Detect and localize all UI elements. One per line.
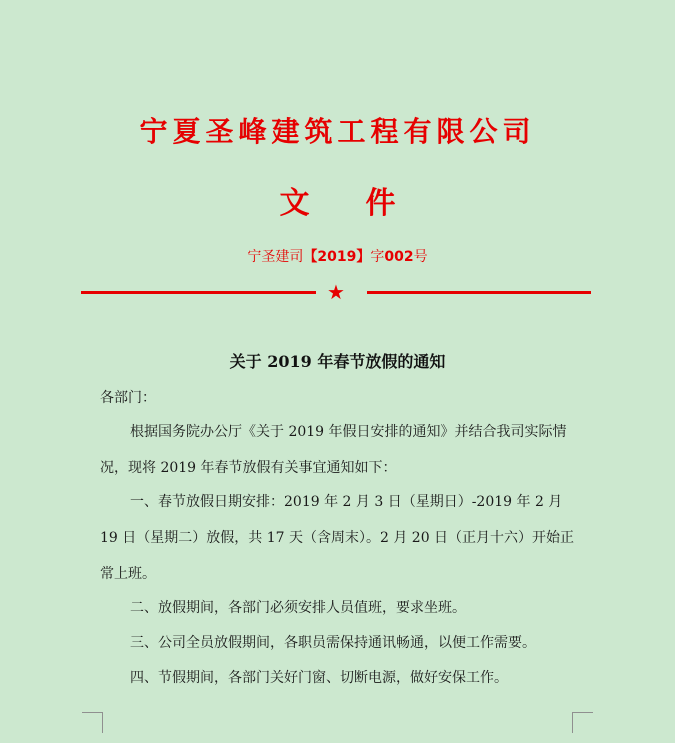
margin-corner-right [572, 712, 593, 733]
document-title-left: 文 [279, 186, 310, 221]
paragraph-item-2: 二、放假期间，各部门必须安排人员值班，要求坐班。 [130, 600, 466, 616]
star-icon: ★ [327, 280, 345, 304]
document-title [0, 184, 675, 224]
company-name: 宁夏圣峰建筑工程有限公司 [139, 115, 536, 148]
document-title-right: 件 [365, 186, 396, 221]
red-divider-right [367, 291, 591, 294]
doc-number-prefix: 宁圣建司 [247, 249, 304, 265]
doc-number-num: 002 [384, 249, 414, 265]
document-number [0, 247, 675, 267]
salutation: 各部门： [100, 390, 156, 406]
doc-number-year: 【2019】 [303, 249, 371, 265]
paragraph-intro: 根据国务院办公厅《关于 2019 年假日安排的通知》并结合我司实际情况，现将 2019 年春节放假有关事宜通知如下： [100, 424, 567, 476]
doc-number-char: 字 [370, 249, 385, 265]
notice-title: 关于 2019 年春节放假的通知 [229, 352, 446, 371]
paragraph-item-3: 三、公司全员放假期间，各职员需保持通讯畅通，以便工作需要。 [130, 635, 536, 651]
paragraph-item-1: 一、春节放假日期安排：2019 年 2 月 3 日（星期日）-2019 年 2 月 19 日（星期二）放假，共 17 天（含周末）。2 月 20 日（正月十六）开始正常上班。 [100, 494, 575, 582]
red-divider-left [81, 291, 316, 294]
doc-number-suffix: 号 [413, 249, 428, 265]
paragraph-item-4: 四、节假期间，各部门关好门窗、切断电源，做好安保工作。 [130, 670, 508, 686]
margin-corner-left [82, 712, 103, 733]
